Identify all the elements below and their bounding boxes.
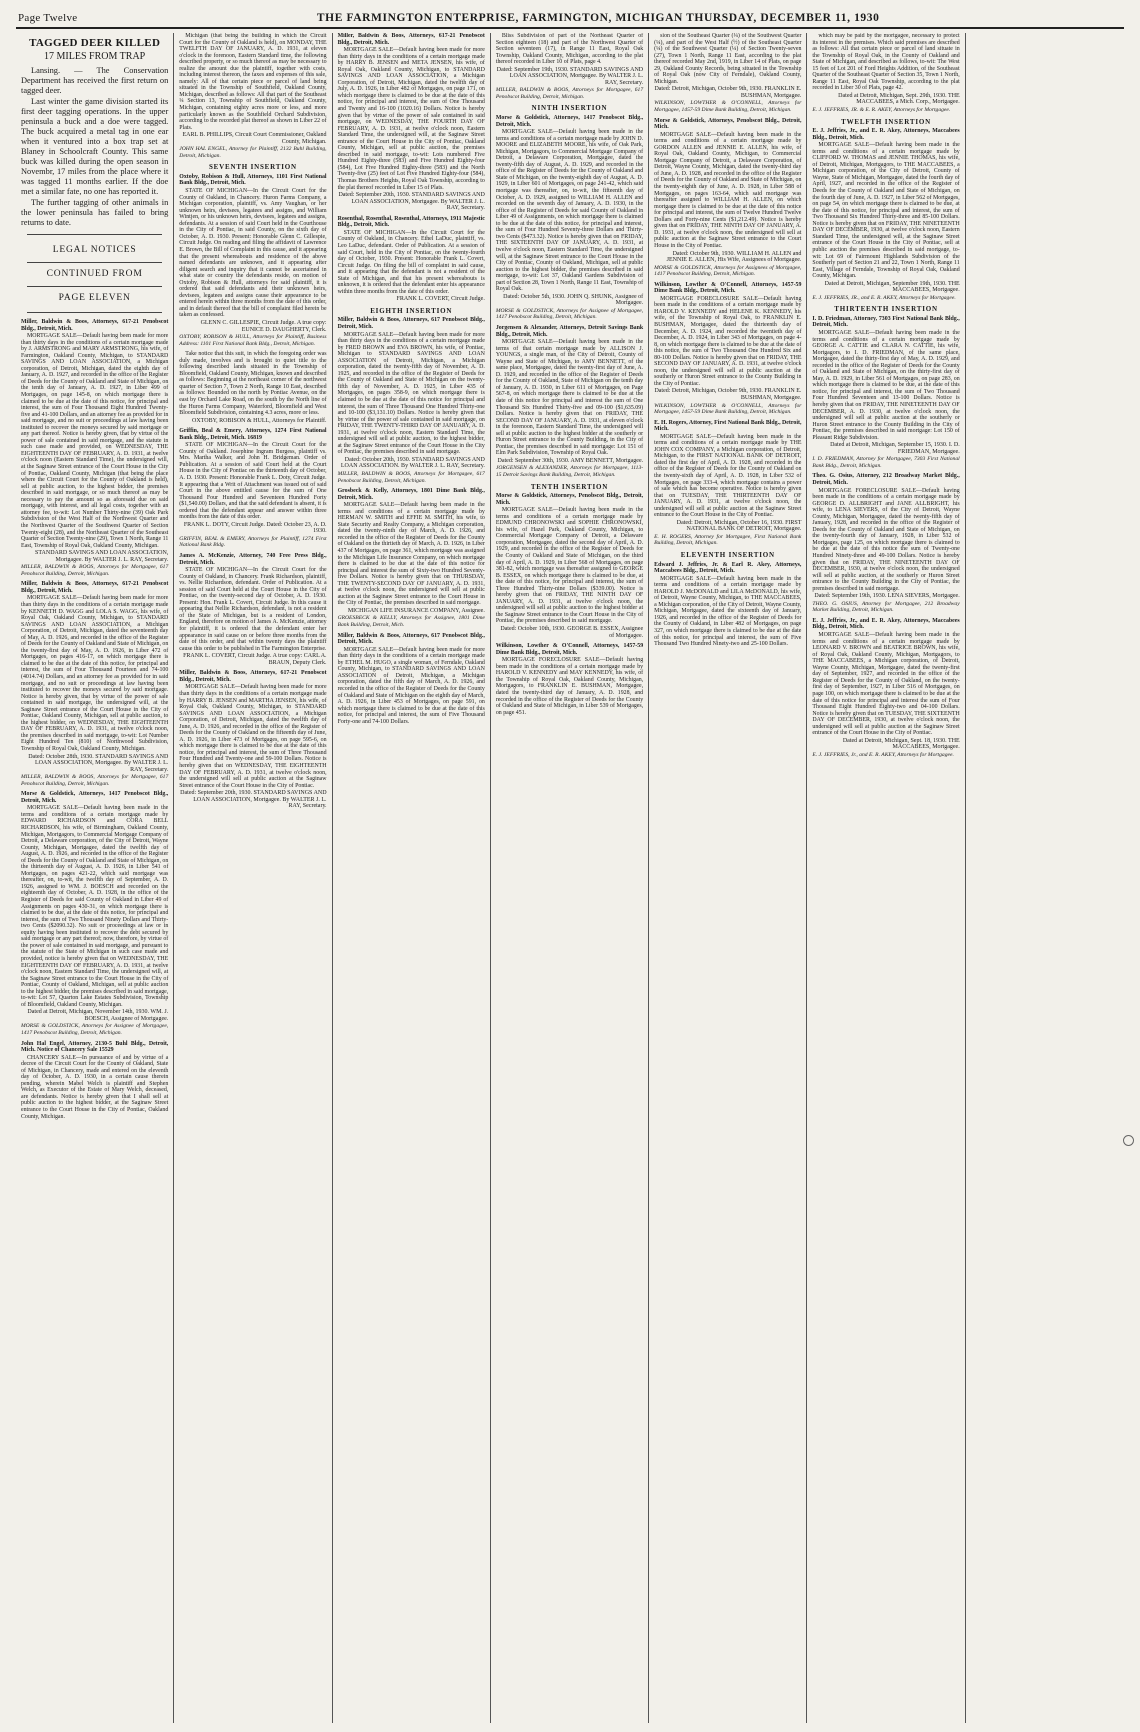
column-notices bbox=[812, 33, 959, 758]
notice-attorney: JOHN HAL ENGEL, Attorney for Plaintiff, 2132 Buhl Building, Detroit, Michigan. bbox=[179, 146, 327, 159]
notice-heading: Oxtoby, Robison & Hull, Attorneys, 1101 First National Bank Bldg., Detroit, Mich. bbox=[179, 173, 327, 187]
notice-body: MORTGAGE SALE—Default having been made in the terms and conditions of a certain mortgage made by LEONARD V. BROWN and BEATRICE BROWN, his wife, of Royal Oak, Oakland County, Michigan, Mortgagors, to THE MACCABEES, a Michigan corporation, of Detroit, Wayne County, Michigan, Mortgagee, dated the twenty-first day of September, 1927, and recorded in the office of the Register of Deeds for the County of Oakland, on the twenty-first day of September, 1927, in Liber 516 of Mortgages, on page 100, on which mortgage there is claimed to be due at the date of this notice for principal and interest the sum of Four Thousand Eight Hundred Eighty-two and 04-100 Dollars. Notice is hereby given that on TUESDAY, THE SIXTEENTH DAY OF DECEMBER, 1930, at twelve o'clock noon, the undersigned will sell at public auction at the Saginaw Street entrance of the Court House in the City of Pontiac. bbox=[812, 632, 960, 737]
legal-notice bbox=[654, 33, 801, 114]
story-paragraph: Last winter the game division started its first deer tagging operations. In the upper peninsula a buck and a doe were tagged. The buck acquired a metal tag in one ear when it ventured into a box trap set at Blaney in Schoolcraft County. This same buck was killed during the open season in Novembr, 17 miles from the place where it was tagged 11 months earlier. If the doe met a similar fate, no one has reported it. bbox=[21, 97, 169, 196]
notice-heading: E. H. Rogers, Attorney, First National Bank Bldg., Detroit, Mich. bbox=[654, 419, 802, 433]
notice-signature: Dated: September 19th, 1930. STANDARD SAVINGS AND LOAN ASSOCIATION, Mortgagee. By WALTER J. L. RAY, Secretary. bbox=[496, 66, 644, 86]
notice-body: MORTGAGE SALE—Default having been made for more than thirty days in the conditions of a certain mortgage made by HARRY B. JENSEN and META JENSEN, his wife, of Royal Oak, Oakland County, Michigan, to STANDARD SAVINGS AND LOAN ASSOCIATION, a Michigan Corporation, of Detroit, Michigan, dated the twelfth day of July, A. D. 1926, in Liber 482 of Mortgages, on page 171, on which mortgage there is claimed to be due at the date of this notice, for principal and interest, the sum of One Thousand and Twenty and 16-100 (1020.16) Dollars. Notice is hereby given that by virtue of the power of sale contained in said mortgage, on WEDNESDAY, THE FOURTH DAY OF FEBRUARY, A. D. 1931, at twelve o'clock noon, Eastern Standard Time, the undersigned will, at the Saginaw Street entrance of the Court House in the City of Pontiac, Oakland County, Michigan, sell at public auction, the premises described in said mortgage, to-wit: Lots numbered Five Hundred Eighty-three (583) and Five Hundred Eighty-four (584), Lot Five Hundred Eighty-three (583) and the North Twenty-five (25) feet of Lot Five Hundred Eighty-four (584), Thomas Brothers Heights, Royal Oak Township, according to the plat thereof recorded in Liber 15 of Plats. bbox=[337, 47, 485, 191]
notice-attorney: OXTOBY, ROBISON & HULL, Attorneys for Plaintiff, Business Address: 1101 First National Bank Bldg., Detroit, Michigan. bbox=[179, 334, 327, 347]
notice-heading: Griffin, Beal & Emery, Attorneys, 1274 First National Bank Bldg., Detroit, Mich. 16819 bbox=[179, 428, 327, 441]
notice-signature: Dated at Detroit, Michigan, Sept. 18, 1930. THE MACCABEES, Mortgagee. bbox=[842, 737, 960, 751]
notice-signature: Dated: September 20th, 1930. STANDARD SAVINGS AND LOAN ASSOCIATION, Mortgagee. By WALTER J. L. RAY, Secretary. bbox=[338, 192, 485, 212]
insertion-heading: EIGHTH INSERTION bbox=[370, 306, 453, 315]
notice-signature: Dated: October 9th, 1930. WILLIAM H. ALLEN and JENNIE E. ALLEN, His Wife, Assignees of Mortgagee. bbox=[666, 250, 802, 264]
divider bbox=[27, 262, 162, 263]
notice-body: MORTGAGE SALE—Default having been made for more than thirty days in the conditions of a certain mortgage made by ETHEL M. HUGO, a single woman, of Ferndale, Oakland County, Michigan, to STANDARD SAVINGS AND LOAN ASSOCIATION of Detroit, Michigan, a Michigan corporation, dated the fifth day of March, A. D. 1926, and recorded in the office of the Register of Deeds for the County of Oakland and State of Michigan on the eighth day of March, A. D. 1926, in Liber 453 of Mortgages, on page 591, on which mortgage there is claimed to be due at the date of this notice, for principal and interest, the sum of Five Thousand Forty-one and 74-100 Dollars. bbox=[337, 646, 485, 725]
banner-line: LEGAL NOTICES bbox=[52, 245, 137, 255]
notice-attorney: MILLER, BALDWIN & BOOS, Attorneys for Mortgagee, 617 Penobscot Building, Detroit, Michigan. bbox=[337, 471, 485, 484]
column-6 bbox=[807, 33, 965, 1723]
legal-notice bbox=[179, 351, 326, 424]
legal-notice bbox=[812, 618, 959, 758]
notice-heading: Grosbeck & Kelly, Attorneys, 1801 Dime Bank Bldg., Detroit, Mich. bbox=[337, 488, 485, 501]
notice-heading: Miller, Baldwin & Boos, Attorneys, 617-21 Penobscot Bldg., Detroit, Mich. bbox=[179, 670, 327, 683]
story-paragraph: Lansing. — The Conservation Department has received the first return on tagged deer. bbox=[21, 66, 169, 95]
notice-heading: Rosenthal, Rosenthal, Rosenthal, Attorneys, 1911 Majestic Bldg., Detroit, Mich. bbox=[337, 215, 485, 229]
notice-signature: Dated: Detroit, Michigan, October 9th, 1930. FRANKLIN E. BUSHMAN, Mortgagee. bbox=[654, 86, 802, 99]
divider bbox=[27, 312, 162, 313]
notice-attorney: THEO. G. OSIUS, Attorney for Mortgagee, 212 Broadway Market Building, Detroit, Michigan. bbox=[812, 600, 960, 614]
notice-signature: Dated: October 10th, 1930. GEORGE B. ESSEX, Assignee of Mortgagee. bbox=[500, 626, 644, 639]
notice-signature: Dated: September 30th, 1930. AMY BENNETT, Mortgagee. bbox=[497, 457, 644, 464]
legal-notice bbox=[812, 128, 959, 301]
notice-body: MORTGAGE SALE—Default having been made in the terms and conditions of a certain mortgage made by CLIFFORD W. THOMAS and JENNIE THOMAS, his wife, of Detroit, Michigan, Mortgagors, to THE MACCABEES, a Michigan corporation, of the City of Detroit, County of Wayne, State of Michigan, Mortgagee, dated the fourth day of April, 1927, and recorded in the office of the Register of Deeds for the County of Oakland and State of Michigan, on the fourth day of June, A. D. 1927, in Liber 562 of Mortgages, on page 54, on which mortgage there is claimed to be due, at the date of this notice, for principal and interest, the sum of Two Thousand Six Hundred Thirty-three and 85-100 Dollars. Notice is hereby given that on FRIDAY, THE NINETEENTH DAY OF DECEMBER, 1930, at twelve o'clock noon, Eastern Standard Time, the undersigned will, at the Saginaw Street entrance of the Court House in the City of Pontiac, sell at public auction the premises described in said mortgage, to-wit: Lot 69 of Fairmount Highlands Subdivision of the Southerly part of Section 21 and 22, Town 1 North, Range 11 East, Village of Ferndale, Township of Royal Oak, Oakland County, Michigan. bbox=[812, 142, 960, 280]
notice-body: MORTGAGE FORECLOSURE SALE—Default having been made in the conditions of a certain mortgage made by HAROLD V. KENNEDY and HELENE K. KENNEDY, his wife, of the Township of Royal Oak, to FRANKLIN E. BUSHMAN, Mortgagee, dated the thirteenth day of December, A. D. 1924, and recorded the twentieth day of December, A. D. 1924, in Liber 343 of Mortgages, on page 4-8, on which mortgage there is claimed to be due at the date of this notice, the sum of Two Thousand One Hundred Six and 80-100 Dollars. Notice is hereby given that on FRIDAY, THE SECOND DAY OF JANUARY, A. D. 1931, at twelve o'clock noon, the undersigned will sell at public auction at the southerly or Huron Street entrance to the County Building in the City of Pontiac. bbox=[654, 295, 802, 387]
notice-attorney: E. J. JEFFRIES, JR., and E. R. AKEY, Attorneys for Mortgagee. bbox=[812, 294, 956, 301]
notice-signature: Dated: September 19th, 1930. LENA SIEVERS, Mortgagee. bbox=[814, 593, 960, 600]
column-notices bbox=[179, 33, 326, 810]
legal-notice bbox=[812, 316, 959, 470]
notice-attorney: I. D. FRIEDMAN, Attorney for Mortgagee, 7303 First National Bank Bldg., Detroit, Michigan. bbox=[812, 456, 960, 469]
notice-attorney: WILKINSON, LOWTHER & O'CONNELL, Attorneys for Mortgagee, 1457-59 Dime Bank Building, Detroit, Michigan. bbox=[654, 402, 802, 416]
notice-signature: Dated: October 28th, 1930. STANDARD SAVINGS AND LOAN ASSOCIATION, Mortgagee. By WALTER J. L. RAY, Secretary. bbox=[28, 753, 169, 773]
notice-signature: FRANK L. DOTY, Circuit Judge. Dated: October 23, A. D. 1930. bbox=[183, 521, 327, 535]
notice-signature: Dated: October 20th, 1930. STANDARD SAVINGS AND LOAN ASSOCIATION. By WALTER J. L. RAY, Secretary. bbox=[340, 456, 485, 470]
legal-notice bbox=[654, 420, 801, 547]
legal-notice bbox=[179, 670, 326, 809]
notice-attorney: E. H. ROGERS, Attorney for Mortgagee, First National Bank Building, Detroit, Michigan. bbox=[654, 533, 802, 547]
punch-hole-mark bbox=[1123, 1135, 1134, 1146]
insertion-heading: THIRTEENTH INSERTION bbox=[834, 305, 938, 314]
notice-body: STATE OF MICHIGAN—In the Circuit Court for the County of Oakland, in Chancery. Frank Richardson, plaintiff, vs. Nellie Richardson, defendant. Order of Publication. At a session of said Court held at the Court House in the City of Pontiac, on the twenty-second day of October, A. D. 1930. Present: Hon. Frank L. Covert, Circuit Judge. In this cause it appearing that Nellie Richardson, defendant, is not a resident of the State of Michigan, but is a resident of London, England, therefore on motion of James A. McKenzie, attorney for plaintiff, it is ordered that the defendant enter her appearance in said cause on or before three months from the date of this order, and that within twenty days the plaintiff cause this order to be published in The Farmington Enterprise. bbox=[179, 567, 327, 652]
legal-notice bbox=[179, 553, 326, 666]
legal-notice bbox=[496, 115, 643, 321]
notice-attorney: JORGENSEN & ALEXANDER, Attorneys for Mortgagee, 1113-15 Detroit Savings Bank Building, Detroit, Michigan. bbox=[495, 465, 644, 478]
legal-notice bbox=[496, 325, 643, 479]
legal-notice bbox=[654, 118, 801, 278]
notice-body: which may be paid by the mortgagee, necessary to protect its interest in the premises. Which said premises are described as follows: All that certain piece or parcel of land situate in the Township of Royal Oak, in the County of Oakland and State of Michigan, and described as follows, to-wit: The West 15 feet of Lot 201 of Ford Heights Addition, of the Southeast Quarter of the Southeast Quarter of Section 35, Town 1 North, Range 11 East, Royal Oak Township, according to the plat recorded in Liber 30 of Plats, page 42. bbox=[812, 33, 960, 92]
banner-line: CONTINUED FROM bbox=[46, 269, 143, 279]
legal-notice bbox=[338, 633, 485, 726]
story-headline: TAGGED DEER KILLED bbox=[29, 37, 161, 49]
story-paragraph: The further tagging of other animals in the lower peninsula has failed to bring returns to date. bbox=[21, 198, 169, 227]
notice-body: sion of the Southeast Quarter (¼) of the Southwest Quarter (¼), and part of the West Half (½) of the Southeast Quarter (¼) of the Southwest Quarter (¼) of Section Twenty-seven (27), Town 1 North, Range 11 East, according to the plat thereof recorded May 2nd, 1919, in Liber 14 of Plats, on page 29, Oakland County Records, being situated in the Township of Royal Oak (now City of Ferndale), Oakland County, Michigan. bbox=[654, 33, 802, 85]
notice-signature: FRANK L. COVERT, Circuit Judge. A true copy: CARL A. BRAUN, Deputy Clerk. bbox=[183, 653, 327, 666]
legal-notice bbox=[654, 562, 801, 648]
notice-heading: James A. McKenzie, Attorney, 740 Free Press Bldg., Detroit, Mich. bbox=[179, 553, 327, 566]
notice-attorney: E. J. JEFFRIES, JR. & E. R. AKEY, Attorneys for Mortgagee. bbox=[812, 107, 951, 114]
legal-notice bbox=[21, 319, 168, 577]
notice-body: MORTGAGE SALE—Default having been made for more than thirty days in the conditions of a certain mortgage made by HARRY B. JENSEN and MARTHA JENSEN, his wife, of Royal Oak, Oakland County, Michigan, to STANDARD SAVINGS AND LOAN ASSOCIATION, a Michigan Corporation, of Detroit, Michigan, dated the twelfth day of June, A. D. 1926, and recorded in the office of the Register of Deeds for the County of Oakland on the fifteenth day of June, A. D. 1926, in Liber 473 of Mortgages, on page 595-6, on which mortgage there is claimed to be due at the date of this notice, for principal and interest, the sum of Three Thousand Four Hundred and Twenty-one and 59-100 Dollars. Notice is hereby given that on WEDNESDAY, THE EIGHTEENTH DAY OF FEBRUARY, A. D. 1931, at twelve o'clock noon, the undersigned will sell at public auction at the Saginaw Street entrance of the Court House in the City of Pontiac. bbox=[179, 684, 327, 789]
columns bbox=[16, 33, 1124, 1723]
notice-attorney: MILLER, BALDWIN & BOOS, Attorneys for Mortgagee, 617 Penobscot Building, Detroit, Michigan. bbox=[495, 87, 644, 100]
notice-signature: Dated: September 20th, 1930. STANDARD SAVINGS AND LOAN ASSOCIATION, Mortgagee. By WALTER J. L. RAY, Secretary. bbox=[180, 790, 327, 810]
notice-heading: Miller, Baldwin & Boos, Attorneys, 617-21 Penobscot Bldg., Detroit, Mich. bbox=[21, 319, 169, 332]
notice-body: Take notice that this suit, in which the foregoing order was duly made, involves and is brought to quiet title to the following described lands situated in the Township of Bloomfield, Oakland County, Michigan, known and described as follows: Beginning at the northeast corner of the northwest quarter of Section 7, Town 2 North, Range 10 East, described as follows: Bounded on the north by Pontiac Avenue, on the east by Orchard Lake Road, on the south by the North line of the Huron Farms Company, Waterford, Bloomfield and West Bloomfield Subdivision, containing 4.3 acres, more or less. bbox=[179, 351, 327, 417]
notice-body: MORTGAGE SALE—Default having been made in the terms of that certain mortgage made by ALLISON J. YOUNGS, a single man, of the City of Detroit, County of Wayne and State of Michigan, to AMY BENNETT, of the same place, Mortgagee, dated the twenty-first day of June, A. D. 1929, and recorded in the office of the Register of Deeds for the County of Oakland, State of Michigan on the tenth day of January, A. D. 1930, in Liber 611 of Mortgages, on Page 567-8, on which mortgage there is claimed to be due at the date of this notice for principal and interest the sum of One Thousand Six Hundred Thirty-five and 09-100 ($1,635.09) Dollars. Notice is hereby given that on FRIDAY, THE SECOND DAY OF JANUARY, A. D. 1931, at eleven o'clock in the forenoon, Eastern Standard Time, the undersigned will sell at public auction to the highest bidder at the southerly or Huron Street entrance to the County Building, in the City of Pontiac, the premises described in said mortgage: Lot 151 of Elm Park Subdivision, Township of Royal Oak. bbox=[495, 339, 644, 457]
news-story bbox=[21, 37, 168, 228]
legal-notices-banner bbox=[21, 245, 168, 304]
legal-notice bbox=[654, 282, 801, 416]
notice-attorney: E. J. JEFFRIES, Jr., and E. R. AKEY, Attorneys for Mortgagee. bbox=[812, 751, 954, 758]
notice-signature: Dated at Detroit, Michigan, November 14th, 1930. WM. J. BOESCH, Assignee of Mortgagee. bbox=[27, 1009, 169, 1022]
notice-body: MORTGAGE SALE—Default having been made in the terms and conditions of a certain mortgage made by EDWARD RICHARDSON and CORA BELL RICHARDSON, his wife, of Birmingham, Oakland County, Michigan, Mortgagors, to Commercial Mortgage Company of Detroit, a Delaware corporation, of the City of Detroit, Wayne County, Michigan, Mortgagee, dated the twelfth day of August, A. D. 1926, and recorded in the office of the Register of Deeds for the County of Oakland and State of Michigan, on the thirteenth day of August, A. D. 1926, in Liber 541 of Mortgages, on pages 421-22, which said mortgage was thereafter, on, to-wit, the twelfth day of September, A. D. 1926, assigned to WM. J. BOESCH and recorded on the eighteenth day of October, A. D. 1928, in the office of the Register of Deeds for said County of Oakland in Liber 49 of Assignments on pages 430-31, on which mortgage there is claimed to be due, at the date of this notice, for principal and interest, the sum of Two Thousand Ninety Dollars and Thirty-two Cents ($2090.32). No suit or proceedings at law or in equity having been instituted to recover the debt secured by said mortgage or any part thereof; now, therefore, by virtue of the power of sale contained in said mortgage, and pursuant to the statute of the State of Michigan in such case made and provided, notice is hereby given that on WEDNESDAY, THE EIGHTEENTH DAY OF FEBRUARY, A. D. 1931, at twelve o'clock noon, Eastern Standard Time, the undersigned will, at the Saginaw Street entrance to the Court House in the City of Pontiac, County of Oakland, Michigan, sell at public auction to the highest bidder, the premises described in said mortgage, to-wit: Lot 57, Quarton Lake Estates Subdivision, Township of Bloomfield, Oakland County, Michigan. bbox=[21, 805, 169, 1008]
notice-heading: I. D. Friedman, Attorney, 7303 First National Bank Bldg., Detroit, Mich. bbox=[812, 315, 960, 329]
notice-signature: Dated at Detroit, Michigan, September 15, 1930. I. D. FRIEDMAN, Mortgagee. bbox=[830, 442, 960, 455]
notice-signature: OXTOBY, ROBISON & HULL, Attorneys for Plaintiff. bbox=[192, 417, 327, 424]
notice-signature: Dated at Detroit, Michigan, Sept. 29th, 1930. THE MACCABEES, a Mich. Corp., Mortgagee. bbox=[838, 92, 960, 106]
notice-heading: E. J. Jeffries, Jr., and E. R. Akey, Attorneys, Maccabees Bldg., Detroit, Mich. bbox=[812, 128, 960, 141]
notice-attorney: WILKINSON, LOWTHER & O'CONNELL, Attorneys for Mortgagee, 1457-59 Dime Bank Building, Detroit, Michigan. bbox=[654, 100, 802, 114]
column-5 bbox=[649, 33, 807, 1723]
column-notices bbox=[496, 33, 643, 716]
insertion-heading: NINTH INSERTION bbox=[531, 104, 608, 113]
legal-notice bbox=[338, 317, 485, 484]
notice-body: MORTGAGE FORECLOSURE SALE—Default having been made in the conditions of a certain mortgage made by GEORGE D. ALLBRIGHT and JANE ALLBRIGHT, his wife, to LENA SIEVERS, of the City of Detroit, Wayne County, Michigan, Mortgagee, dated the twenty-fifth day of January, 1928, and recorded in the office of the Register of Deeds for the County of Oakland and State of Michigan, on the twenty-fourth day of January, 1928, in Liber 532 of Mortgages, page 125, on which mortgage there is claimed to be due at the date of this notice the sum of Twenty-one Hundred Ninety-three and 49-100 Dollars. Notice is hereby given that on FRIDAY, THE NINETEENTH DAY OF DECEMBER, 1930, at twelve o'clock noon, the undersigned will sell at public auction, at the southerly or Huron Street entrance to the County Building in the City of Pontiac, the premises described in said mortgage. bbox=[812, 487, 960, 592]
banner-line: PAGE ELEVEN bbox=[58, 293, 131, 303]
notice-heading: Miller, Baldwin & Boos, Attorneys, 617 Penobscot Bldg., Detroit, Mich. bbox=[337, 317, 485, 330]
notice-signature: STANDARD SAVINGS AND LOAN ASSOCIATION, Mortgagee. By WALTER J. L. RAY, Secretary. bbox=[35, 550, 169, 563]
notice-heading: E. J. Jeffries, Jr., and E. R. Akey, Attorneys, Maccabees Bldg., Detroit, Mich. bbox=[812, 617, 960, 631]
notice-heading: Theo. G. Osius, Attorney, 212 Broadway Market Bldg., Detroit, Mich. bbox=[812, 473, 960, 486]
notice-body: MORTGAGE SALE—Default having been made in the terms and conditions of a certain mortgage made by HAROLD J. McDONALD and LILA McDONALD, his wife, of Detroit, Wayne County, Michigan, to THE MACCABEES, a Michigan corporation, of the City of Detroit, Wayne County, Michigan, Mortgagee, dated the sixteenth day of January, 1926, and recorded in the office of the Register of Deeds for the County of Oakland, in Liber 482 of Mortgages, on page 327, on which mortgage there is claimed to be due at the date of this notice, for principal and interest, the sum of Five Thousand Two Hundred Ninety-two and 25-100 Dollars. bbox=[654, 575, 802, 648]
notice-body: MORTGAGE SALE—Default having been made in the terms and conditions of a certain mortgage made by EDMUND CHRONOWSKI and SOPHIE CHRONOWSKI, his wife, of Hazel Park, Oakland County, Michigan, to Commercial Mortgage Company of Detroit, a Delaware corporation, Mortgagee, dated the second day of April, A. D. 1929, and recorded in the office of the Register of Deeds for the County of Oakland and State of Michigan, on the third day of April, A. D. 1929, in Liber 568 of Mortgages, on page 381-82, which mortgage was thereafter assigned to GEORGE B. ESSEX, on which mortgage there is claimed to be due, at the date of this notice, for principal and interest, the sum of Three Hundred Thirty-nine Dollars ($339.00). Notice is hereby given that on FRIDAY, THE NINTH DAY OF JANUARY, A. D. 1931, at twelve o'clock noon, the undersigned will sell at public auction to the highest bidder at the Saginaw Street entrance to the Court House in the City of Pontiac, the premises described in said mortgage. bbox=[495, 507, 644, 625]
masthead bbox=[16, 12, 1124, 29]
notice-attorney: MILLER, BALDWIN & BOOS, Attorneys for Mortgagee, 617 Penobscot Building, Detroit, Michigan. bbox=[21, 774, 169, 787]
legal-notice bbox=[496, 643, 643, 716]
legal-notice bbox=[812, 473, 959, 613]
masthead-spacer bbox=[1119, 12, 1122, 24]
notice-signature: Dated at Detroit, Michigan, September 19th, 1930. THE MACCABEES, Mortgagee. bbox=[824, 280, 960, 294]
notice-heading: Morse & Goldstick, Attorneys, Penobscot Bldg., Detroit, Mich. bbox=[654, 117, 802, 131]
legal-notice bbox=[21, 791, 168, 1036]
notice-body: CHANCERY SALE—In pursuance of and by virtue of a decree of the Circuit Court for the County of Oakland, State of Michigan, in Chancery, made and entered on the eleventh day of October, A. D. 1930, in a certain cause therein pending, wherein Mabel Welch is plaintiff and Stephen Welch, as Executor of the Estate of Mary Welch, deceased, are defendants. Notice is hereby given that I shall sell at public auction to the highest bidder, at the Saginaw Street entrance to the Court House in the City of Pontiac, Oakland County, Michigan. bbox=[21, 1054, 169, 1120]
column-3 bbox=[333, 33, 491, 1723]
notice-body: MORTGAGE SALE—Default having been made in the terms and conditions of a certain mortgage made by GORDON ALLEN and JENNIE E. ALLEN, his wife, of Royal Oak, Oakland County, Michigan, to Commercial Mortgage Company of Detroit, a Delaware Corporation, of Detroit, Wayne County, Michigan, dated the twenty-third day of June, A. D. 1928, and recorded in the office of the Register of Deeds for the County of Oakland and State of Michigan, on the twenty-eighth day of June, A. D. 1928, in Liber 588 of Mortgages, on pages 163-64, which said mortgage was thereafter assigned to WILLIAM H. ALLEN, on which mortgage there is claimed to be due at the date of this notice for principal and interest, the sum of Twelve Hundred Twelve Dollars and Forty-nine Cents ($1,212.49). Notice is hereby given that on FRIDAY, THE NINTH DAY OF JANUARY, A. D. 1931, at twelve o'clock noon, the undersigned will sell at public auction at the Saginaw Street entrance to the Court House in the City of Pontiac. bbox=[654, 131, 802, 249]
notice-body: STATE OF MICHIGAN—In the Circuit Court for the County of Oakland. Josephine Ingram Burgess, plaintiff vs. Mrs. Martha Walker, and John H. Bridgeman. Order of Publication. At a session of said Court held at the Court House in the City of Pontiac on the thirteenth day of October, A. D. 1930. Present: Honorable Frank L. Doty, Circuit Judge. It appearing that a Writ of Attachment was issued out of said Court in the above entitled cause for the sum of One Thousand Four Hundred and Seventeen Hundred Forty ($1,540.00) Dollars, and that the said defendant is absent, it is ordered that the defendant appear and answer within three months from the date of this order. bbox=[179, 442, 327, 521]
notice-signature: FRANK L. COVERT, Circuit Judge. bbox=[396, 296, 485, 303]
notice-heading: Wilkinson, Lowther & O'Connell, Attorneys, 1457-59 Dime Bank Bldg., Detroit, Mich. bbox=[654, 281, 802, 295]
notice-heading: Edward J. Jeffries, Jr. & Earl R. Akey, Attorneys, Maccabees Bldg., Detroit, Mich. bbox=[654, 561, 802, 575]
notice-body: Michigan (that being the building in which the Circuit Court for the County of Oakland is held), on MONDAY, THE TWELFTH DAY OF JANUARY, A. D. 1931, at eleven o'clock in the forenoon, Eastern Standard time, the following described property, or so much thereof as may be necessary to realize the amount due the plaintiff, together with costs, including interest thereon, the taxes and expenses of this sale, namely: All of that certain piece or parcel of land being situated in the Township of Southfield, Oakland County, Michigan, described as follows: All that part of the Southeast ¼ Section 13, Township of Southfield, Oakland County, Michigan, containing eighty acres more or less, and more particularly known as the Southfield Orchard Subdivision, according to the recorded plat thereof as shown in Liber 22 of Plats. bbox=[179, 33, 327, 131]
legal-notice bbox=[179, 174, 326, 347]
story-subhead: 17 MILES FROM TRAP bbox=[44, 51, 146, 62]
notice-signature: EARL B. PHILLIPS, Circuit Court Commissioner, Oakland County, Michigan. bbox=[182, 132, 327, 145]
notice-heading: Miller, Baldwin & Boos, Attorneys, 617 Penobscot Bldg., Detroit, Mich. bbox=[337, 632, 485, 646]
divider bbox=[27, 234, 162, 235]
newspaper-title: THE FARMINGTON ENTERPRISE, FARMINGTON, MICHIGAN THURSDAY, DECEMBER 11, 1930 bbox=[316, 12, 880, 24]
notice-signature: Dated: October 5th, 1930. JOHN Q. SHUNK, Assignee of Mortgagee. bbox=[503, 293, 644, 307]
notice-body: STATE OF MICHIGAN—In the Circuit Court for the County of Oakland, in Chancery. Huron Farms Company, a Michigan corporation, plaintiff, vs. Amy Vaughan, or her unknown heirs, devisees, legatees and assigns, and William Wintjen, or his unknown heirs, devisees, legatees and assigns, defendants. At a session of said Court held in the Courthouse in the City of Pontiac, in said County, on the sixth day of October, A. D. 1930. Present: Honorable Glenn C. Gillespie, Circuit Judge. On reading and filing the affidavit of Lawrence E. Brown, the Bill of Complaint in this cause, and it appearing that the present whereabouts and residence of the above named defendants are unknown, and it appearing after diligent search and inquiry that it cannot be ascertained in what state or country the defendants reside, on motion of Oxtoby, Robison & Hull, attorneys for said plaintiff, it is ordered that said defendants and their unknown heirs, devisees, legatees and assigns cause their appearance to be entered herein within three months from the date of this order, and in default thereof that the bill of complaint filed herein be taken as confessed. bbox=[179, 188, 327, 319]
notice-heading: Morse & Goldstick, Attorneys, 1417 Penobscot Bldg., Detroit, Mich. bbox=[495, 115, 644, 128]
column-notices bbox=[338, 33, 485, 725]
notice-signature: GLENN C. GILLESPIE, Circuit Judge. A true copy: EUNICE D. DAUGHERTY, Clerk. bbox=[200, 319, 327, 333]
notice-signature: MICHIGAN LIFE INSURANCE COMPANY, Assignee. bbox=[347, 607, 485, 614]
insertion-heading: SEVENTH INSERTION bbox=[208, 163, 297, 172]
legal-notice bbox=[179, 33, 326, 159]
notice-attorney: GROESBECK & KELLY, Attorneys for Assignee, 1801 Dime Bank Building, Detroit, Mich. bbox=[337, 615, 485, 629]
notice-heading: Morse & Goldstick, Attorneys, Penobscot Bldg., Detroit, Mich. bbox=[495, 493, 644, 506]
notice-heading: Jorgensen & Alexander, Attorneys, Detroit Savings Bank Bldg., Detroit, Mich. bbox=[495, 324, 644, 338]
notice-body: MORTGAGE SALE—Default having been made in the terms and conditions of a certain mortgage made by HERMAN W. SMITH and EFFIE M. SMITH, his wife, to State Security and Realty Company, a Michigan corporation, dated the twenty-ninth day of March, A. D. 1926, and recorded in the office of the Register of Deeds for the County of Oakland on the thirtieth day of March, A. D. 1926, in Liber 437 of Mortgages, on page 361, which mortgage was assigned to the Michigan Life Insurance Company, on which mortgage there is claimed to be due at the date of this notice for principal and interest the sum of Sixty-two Hundred Seventy-five Dollars. Notice is hereby given that on THURSDAY, THE TWENTY-SECOND DAY OF JANUARY, A. D. 1931, at twelve o'clock noon, the undersigned will sell at public auction at the Saginaw Street entrance to the Court House in the City of Pontiac, the premises described in said mortgage. bbox=[337, 502, 485, 607]
legal-notice bbox=[179, 428, 326, 549]
column-notices bbox=[654, 33, 801, 648]
notice-heading: Miller, Baldwin & Boos, Attorneys, 617-21 Penobscot Bldg., Detroit, Mich. bbox=[337, 33, 485, 46]
notice-body: MORTGAGE FORECLOSURE SALE—Default having been made in the conditions of a certain mortgage made by HAROLD V. KENNEDY and MAY KENNEDY, his wife, of the Township of Royal Oak, Oakland County, Michigan, Mortgagors, to FRANKLIN E. BUSHMAN, Mortgagee, dated the twenty-third day of January, A. D. 1928, and recorded in the office of the Register of Deeds for the County of Oakland and State of Michigan, in Liber 539 of Mortgages, on page 451. bbox=[495, 657, 644, 716]
legal-notice bbox=[21, 581, 168, 787]
column-1 bbox=[16, 33, 174, 1723]
notice-heading: Wilkinson, Lowther & O'Connell, Attorneys, 1457-59 Dime Bank Bldg., Detroit, Mich. bbox=[495, 643, 644, 656]
notice-heading: Miller, Baldwin & Boos, Attorneys, 617-21 Penobscot Bldg., Detroit, Mich. bbox=[21, 581, 169, 594]
legal-notice bbox=[338, 216, 485, 303]
notice-heading: Morse & Goldstick, Attorneys, 1417 Penobscot Bldg., Detroit, Mich. bbox=[21, 791, 169, 804]
notice-attorney: GRIFFIN, BEAL & EMERY, Attorneys for Plaintiff, 1274 First National Bank Bldg. bbox=[179, 535, 327, 549]
notice-body: MORTGAGE SALE—Default having been made in the terms and conditions of a certain mortgage made by JOHN D. MOORE and ELIZABETH MOORE, his wife, of Oak Park, Michigan, Mortgagors, to Commercial Mortgage Company of Detroit, a Delaware Corporation, Mortgagee, dated the twenty-fifth day of August, A. D. 1929, and recorded in the office of the Register of Deeds for the County of Oakland and State of Michigan, on the twenty-eighth day of August, A. D. 1929, in Liber 601 of Mortgages, on page 241-42, which said mortgage was thereafter, on, to-wit, the fifteenth day of October, A. D. 1929, assigned to WILLIAM H. ALLEN and recorded on the seventh day of January, A. D. 1930, in the office of the Register of Deeds for said County of Oakland in Liber 49 of Assignments, on which mortgage there is claimed to be due at the date of this notice, for principal and interest, the sum of Four Hundred Seventy-three Dollars and Thirty-two Cents ($473.32). Notice is hereby given that on FRIDAY, THE SIXTEENTH DAY OF JANUARY, A. D. 1931, at twelve o'clock noon, Eastern Standard Time, the undersigned will, at the Saginaw Street entrance to the Court House in the City of Pontiac, County of Oakland, Michigan, sell at public auction to the highest bidder, the premises described in said mortgage, to-wit: Lot 37, Oakland Gardens Subdivision of part of Section 28, Town 1 North, Range 11 East, Township of Royal Oak. bbox=[495, 129, 644, 293]
notice-attorney: MILLER, BALDWIN & BOOS, Attorneys for Mortgagee, 617 Penobscot Building, Detroit, Michigan. bbox=[21, 564, 169, 577]
notice-body: MORTGAGE SALE—Default having been made for more than thirty days in the conditions of a certain mortgage made by J. ARMSTRONG and MARY ARMSTRONG, his wife, of Farmington, Oakland County, Michigan, to STANDARD SAVINGS AND LOAN ASSOCIATION, a Michigan corporation, of Detroit, Michigan, dated the eighth day of January, A. D. 1927, and recorded in the office of the Register of Deeds for the County of Oakland and State of Michigan, on the tenth day of January, A. D. 1927, in Liber 499 of Mortgages, on page 145-8, on which mortgage there is claimed to be due at the date of this notice, for principal and interest, the sum of Four Thousand Eight Hundred Twenty-five and 41-100 Dollars, and an attorney fee as provided for in said mortgage, and no suit or proceedings at law having been instituted to recover the moneys secured by said mortgage or any part thereof. Notice is hereby given, that by virtue of the power of sale contained in said mortgage, and the statute in such case made and provided, on WEDNESDAY, THE EIGHTEENTH DAY OF FEBRUARY, A. D. 1931, at twelve o'clock noon (Eastern Standard Time), the undersigned will, at the Saginaw Street entrance of the Court House in the City of Pontiac, Oakland County, Michigan (that being the place where the Circuit Court for the County of Oakland is held), sell at public auction, to the highest bidder, the premises described in said mortgage, or so much thereof as may be necessary to pay the amount so as aforesaid due on said mortgage, with interest, and all legal costs, together with an attorney fee, to-wit: Lot Number Thirty-nine (39) Oak Park Subdivision of the West Half of the Northwest Quarter and the Northwest Quarter of the Southwest Quarter of Section Twenty-eight (28), and the Northeast Quarter of the Southeast Quarter of Section Twenty-nine (29), Town 1 North, Range 11 East, Township of Royal Oak, Oakland County, Michigan. bbox=[21, 333, 169, 549]
legal-notice bbox=[496, 33, 643, 100]
notice-body: Bliss Subdivision of part of the Northeast Quarter of Section eighteen (18) and part of the Northwest Quarter of Section seventeen (17), in Range 11 East, Royal Oak Township, Oakland County, Michigan, according to the plat thereof recorded in Liber 10 of Plats, page 4. bbox=[495, 33, 644, 66]
notice-attorney: MORSE & GOLDSTICK, Attorneys for Assignee of Mortgagee, 1417 Penobscot Building, Detroit, Michigan. bbox=[21, 1023, 169, 1036]
notice-signature: Dated: Detroit, Michigan, October 16, 1930. FIRST NATIONAL BANK OF DETROIT, Mortgagee. bbox=[676, 519, 802, 533]
legal-notice bbox=[496, 493, 643, 639]
legal-notice bbox=[812, 33, 959, 114]
notice-body: MORTGAGE SALE—Default having been made in the terms and conditions of a certain mortgage made by GEORGE A. CATTIE and CLARA N. CATTIE, his wife, Mortgagors, to I. D. FRIEDMAN, of the same place, Mortgagee, dated the thirty-first day of May, A. D. 1929, and recorded in the office of the Register of Deeds for the County of Oakland and State of Michigan, on the thirty-first day of May, A. D. 1929, in Liber 561 of Mortgages, on page 283, on which mortgage there is claimed to be due, at the date of this notice, for principal and interest, the sum of Two Thousand Four Hundred Seventeen and 13-100 Dollars. Notice is hereby given that on FRIDAY, THE NINETEENTH DAY OF DECEMBER, A. D. 1930, at twelve o'clock noon, the undersigned will sell at public auction at the southerly or Huron Street entrance to the County Building in the City of Pontiac, the premises described in said mortgage: Lot 150 of Pleasant Ridge Subdivision. bbox=[812, 329, 960, 441]
insertion-heading: TWELFTH INSERTION bbox=[841, 117, 931, 126]
insertion-heading: ELEVENTH INSERTION bbox=[680, 551, 775, 560]
insertion-heading: TENTH INSERTION bbox=[530, 482, 609, 491]
legal-notice bbox=[21, 1041, 168, 1121]
notice-heading: John Hal Engel, Attorney, 2130-5 Buhl Bldg., Detroit, Mich. Notice of Chancery Sale 15529 bbox=[21, 1040, 169, 1054]
column-7 bbox=[966, 33, 1124, 1723]
divider bbox=[27, 286, 162, 287]
notice-attorney: MORSE & GOLDSTICK, Attorneys for Assignees of Mortgagee, 1417 Penobscot Building, Detroit, Michigan. bbox=[654, 264, 802, 278]
legal-notice bbox=[338, 33, 485, 212]
column-notices bbox=[21, 319, 168, 1120]
legal-notice bbox=[338, 488, 485, 628]
notice-body: MORTGAGE SALE—Default having been made for more than thirty days in the conditions of a certain mortgage made by KENNETH D. WAGG and LOLA S. WAGG, his wife, of Royal Oak, Oakland County, Michigan, to STANDARD SAVINGS AND LOAN ASSOCIATION, a Michigan Corporation, of Detroit, Michigan, dated the seventeenth day of May, A. D. 1926, and recorded in the office of the Register of Deeds for the County of Oakland and State of Michigan, on the twenty-first day of May, A. D. 1926, in Liber 472 of Mortgages, on pages 416-17, on which mortgage there is claimed to be due at the date of this notice, for principal and interest, the sum of Four Thousand Fourteen and 74-100 (4014.74) Dollars, and an attorney fee as provided for in said mortgage, and no suit or proceedings at law having been instituted to recover the moneys secured by said mortgage. Notice is hereby given, that by virtue of the power of sale contained in said mortgage, the undersigned will, at the Saginaw Street entrance of the Court House in the City of Pontiac, Oakland County, Michigan, sell at public auction, to the highest bidder, on WEDNESDAY, THE EIGHTEENTH DAY OF FEBRUARY, A. D. 1931, at twelve o'clock noon, the premises described in said mortgage, to-wit: Lot Number Eight Hundred Ten (810) of Northwood Subdivision, Township of Royal Oak, Oakland County, Michigan. bbox=[21, 595, 169, 752]
notice-signature: Dated: Detroit, Michigan, October 9th, 1930. FRANKLIN E. BUSHMAN, Mortgagee. bbox=[654, 388, 802, 401]
page-label: Page Twelve bbox=[18, 12, 78, 24]
notice-body: MORTGAGE SALE—Default having been made for more than thirty days in the conditions of a certain mortgage made by FRED BROWN and EVA BROWN, his wife, of Pontiac, Michigan to STANDARD SAVINGS AND LOAN ASSOCIATION of Detroit, Michigan, a Michigan corporation, dated the twenty-fifth day of November, A. D. 1925, and recorded in the office of the Register of Deeds for the County of Oakland and State of Michigan on the twenty-fifth day of November, A. D. 1925, in Liber 435 of Mortgages, on pages 358-9, on which mortgage there is claimed to be due at the date of this notice for principal and interest, the sum of Three Thousand One Hundred Thirty-one and 10-100 ($3,131.10) Dollars. Notice is hereby given that by virtue of the power of sale contained in said mortgage, on FRIDAY, THE TWENTY-THIRD DAY OF JANUARY, A. D. 1931, at twelve o'clock noon, Eastern Standard Time, the undersigned will sell at public auction, to the highest bidder, at the Saginaw Street entrance of the Court House in the City of Pontiac, the premises described in said mortgage. bbox=[337, 331, 485, 456]
notice-attorney: MORSE & GOLDSTICK, Attorneys for Assignee of Mortgagee, 1417 Penobscot Building, Detroit, Michigan. bbox=[495, 307, 644, 321]
notice-body: STATE OF MICHIGAN—In the Circuit Court for the County of Oakland, in Chancery. Ethel LaDuc, plaintiff, vs. Leo LaDuc, defendant. Order of Publication. At a session of said Court, held in the City of Pontiac, on the twenty-fourth day of October, 1930. Present: Honorable Frank L. Covert, Circuit Judge. On filing the bill of complaint in said cause, and it appearing that the defendant is not a resident of the State of Michigan, and that his present whereabouts is unknown, it is ordered that the defendant enter his appearance within three months from the date of this order. bbox=[337, 229, 485, 295]
column-4 bbox=[491, 33, 649, 1723]
notice-body: MORTGAGE SALE—Default having been made in the terms and conditions of a certain mortgage made by THE JOHN COX COMPANY, a Michigan corporation, of Detroit, Michigan, to the FIRST NATIONAL BANK OF DETROIT, dated the first day of April, A. D. 1928, and recorded in the office of the Register of Deeds for the County of Oakland on the twenty-sixth day of April, A. D. 1928, in Liber 532 of Mortgages, on page 333-4, which mortgage contains a power of sale which has become operative. Notice is hereby given that on TUESDAY, THE THIRTEENTH DAY OF JANUARY, A. D. 1931, at twelve o'clock noon, the undersigned will sell at public auction at the Saginaw Street entrance to the Court House in the City of Pontiac. bbox=[654, 433, 802, 519]
column-2 bbox=[174, 33, 332, 1723]
